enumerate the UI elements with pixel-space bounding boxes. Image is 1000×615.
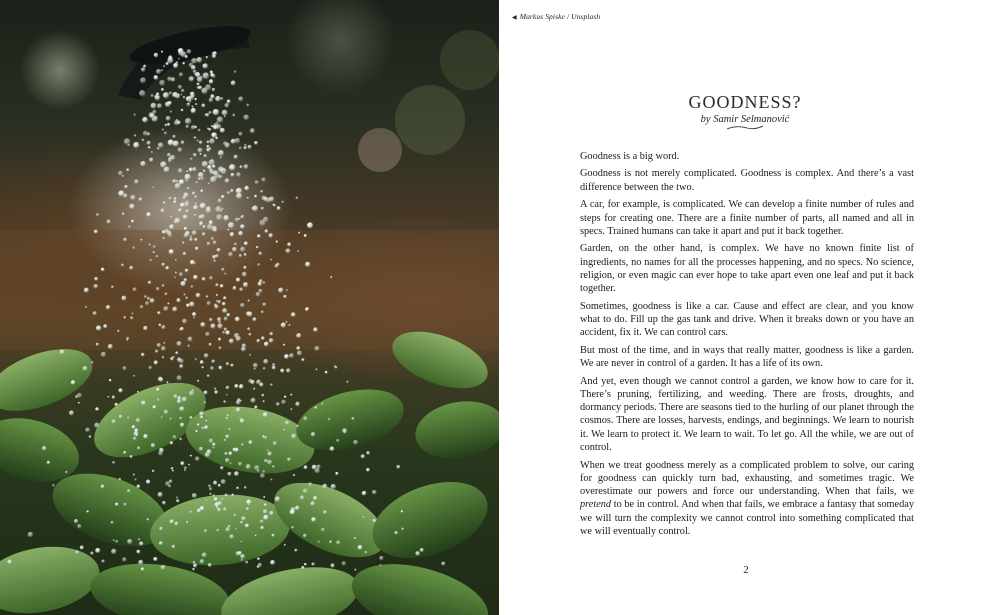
left-triangle-icon: ◀ bbox=[512, 15, 517, 21]
article-paragraph: But most of the time, and in ways that really matter, goodness is like a garden. We are never in control of a garden. It has a life of its own. bbox=[580, 344, 914, 370]
article-paragraph: Goodness is a big word. bbox=[580, 151, 680, 162]
article-byline: by Samir Selmanović bbox=[700, 114, 790, 125]
paragraph-emphasis: pretend bbox=[580, 499, 612, 511]
article-paragraph: Garden, on the other hand, is complex. We have no known finite list of ingredients, no names for all the processes happening, and no specs. No science, religion, or even magic can ever hope to take apart even one leaf and put it back together. bbox=[580, 243, 914, 295]
paragraph-text-after: to be in control. And when that fails, we embrace a fantasy that someday we will turn the complexity we cannot control into something complicated that we will eventually control. bbox=[580, 499, 914, 538]
flourish-ornament bbox=[725, 123, 765, 133]
article-paragraph: Sometimes, goodness is like a car. Cause and effect are clear, and you know what to do. Fill up the gas tank and drive. When it breaks down or you have an accident, fix it. We can control cars. bbox=[580, 300, 914, 339]
article-body bbox=[580, 150, 914, 543]
paragraph-text-before: When we treat goodness merely as a complicated problem to solve, our caring for goodness can quickly turn bad, exhausting, and sometimes tragic. We overestimate our powers and force our understanding. When that fails, we bbox=[580, 459, 914, 498]
garden-photo-illustration bbox=[0, 0, 499, 615]
article-paragraph: A car, for example, is complicated. We can develop a finite number of rules and steps for creating one. There are a finite number of parts, all named and all in specs. Trained humans can take it apart and put it back together. bbox=[580, 199, 914, 237]
photo-credit-text: Markus Spiske / Unsplash bbox=[519, 12, 601, 21]
article-paragraph: Goodness is not merely complicated. Goodness is complex. And there’s a vast difference between the two. bbox=[580, 168, 914, 193]
photo-credit bbox=[512, 12, 600, 21]
page-number: 2 bbox=[743, 564, 749, 576]
article-paragraph bbox=[580, 459, 914, 539]
watering-can-photo bbox=[0, 0, 499, 615]
article-paragraph: And yet, even though we cannot control a garden, we know how to care for it. There’s pruning, fertilizing, and weeding. There are frosts, droughts, and dormancy periods. There are seasons tied to the hurling of our planet through the cosmos. There are losses, harvests, endings, and beginnings. We learn to nourish it. We learn to protect it. We learn to wait. To let go. All the while, we are out of control. bbox=[580, 375, 914, 454]
article-title: GOODNESS? bbox=[688, 92, 802, 112]
